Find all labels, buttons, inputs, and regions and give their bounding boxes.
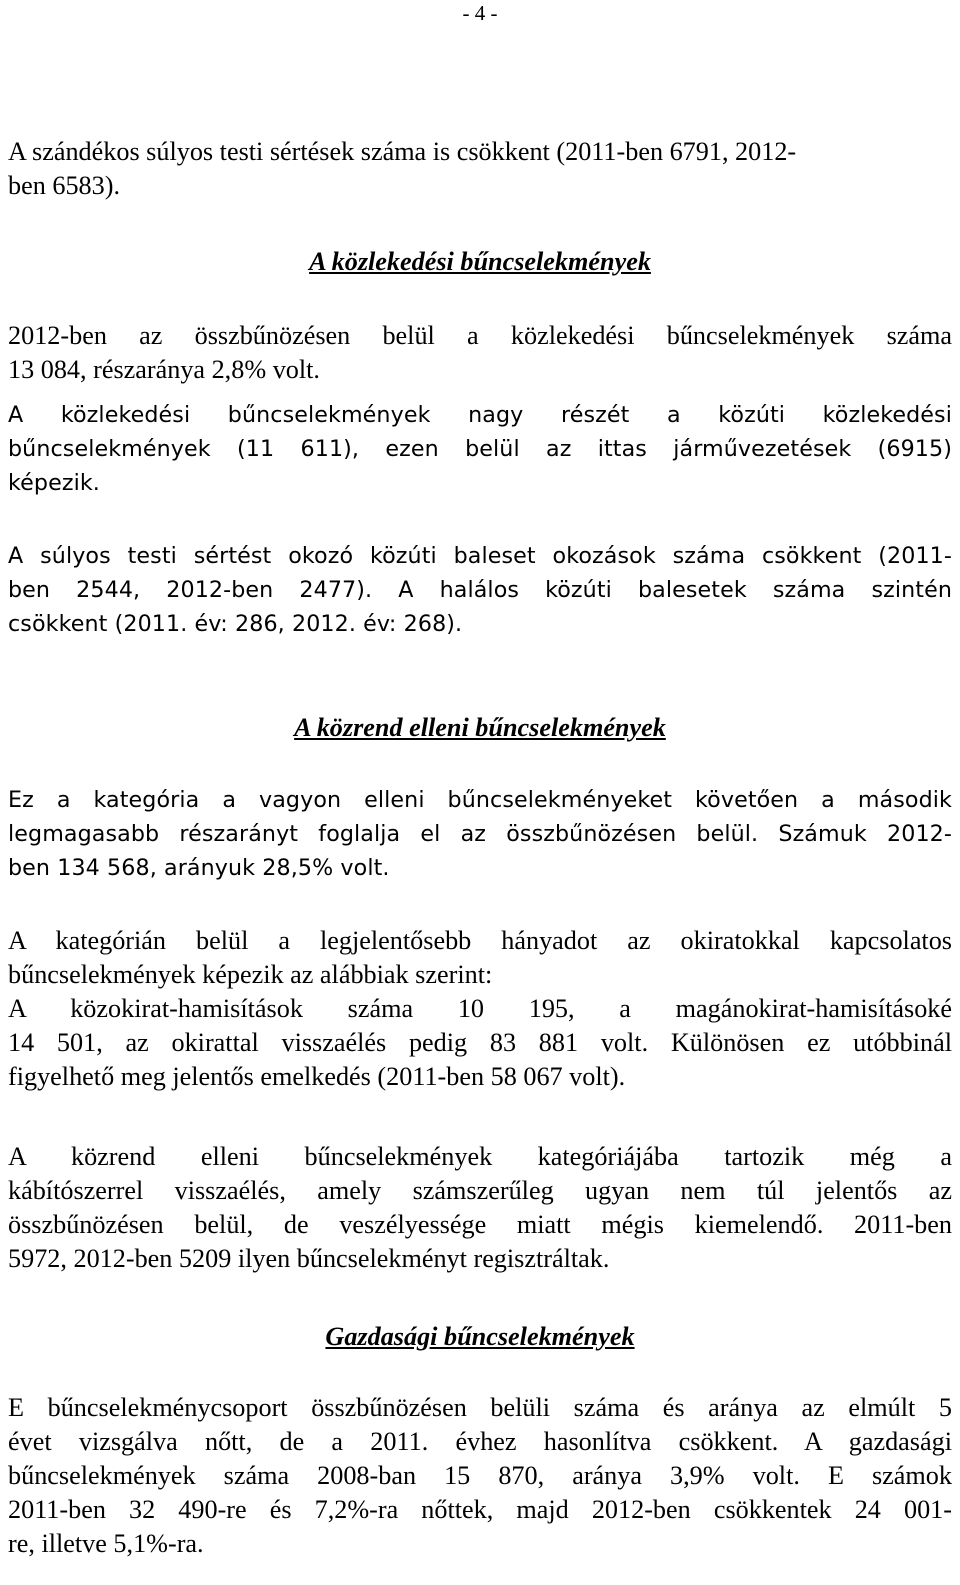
text-line: 5972, 2012-ben 5209 ilyen bűncselekményt regisztráltak. (8, 1244, 610, 1273)
paragraph-road-accidents (8, 539, 952, 641)
text-line: ben 134 568, arányuk 28,5% volt. (8, 855, 390, 881)
paragraph-road-traffic (8, 398, 952, 500)
text-line: 13 084, részaránya 2,8% volt. (8, 355, 320, 384)
paragraph-drug-abuse (8, 1140, 952, 1276)
paragraph-public-order-share (8, 783, 952, 885)
text-line: re, illetve 5,1%-ra. (8, 1529, 204, 1558)
text-line: A kategórián belül a legjelentősebb hányadot az okiratokkal kapcsolatos (8, 926, 952, 955)
text-line: 14 501, az okirattal visszaélés pedig 83 881 volt. Különösen ez utóbbinál (8, 1028, 952, 1057)
heading-traffic-crimes: A közlekedési bűncselekmények (309, 247, 651, 276)
heading-public-order-crimes: A közrend elleni bűncselekmények (294, 713, 666, 742)
text-line: összbűnözésen belül, de veszélyessége miatt mégis kiemelendő. 2011-ben (8, 1210, 952, 1239)
text-line: A szándékos súlyos testi sértések száma is csökkent (2011-ben 6791, 2012- (8, 137, 797, 166)
paragraph-traffic-share (8, 319, 952, 387)
text-line: csökkent (2011. év: 286, 2012. év: 268). (8, 611, 463, 637)
paragraph-economic-crimes (8, 1391, 952, 1561)
text-line: Ez a kategória a vagyon elleni bűncselekményeket követően a második (8, 787, 952, 813)
page-number: - 4 - (462, 1, 498, 25)
text-line: ben 2544, 2012-ben 2477). A halálos közúti balesetek száma szintén (8, 577, 952, 603)
text-line: A közrend elleni bűncselekmények kategóriájába tartozik még a (8, 1142, 952, 1171)
paragraph-aggravated-assault (8, 135, 952, 203)
text-line: kábítószerrel visszaélés, amely számszerűleg ugyan nem túl jelentős az (8, 1176, 952, 1205)
heading-economic-crimes: Gazdasági bűncselekmények (325, 1322, 635, 1351)
text-line: A súlyos testi sértést okozó közúti baleset okozások száma csökkent (2011- (8, 543, 952, 569)
text-line: képezik. (8, 470, 100, 496)
text-line: A közokirat-hamisítások száma 10 195, a magánokirat-hamisításoké (8, 994, 952, 1023)
text-line: 2011-ben 32 490-re és 7,2%-ra nőttek, majd 2012-ben csökkentek 24 001- (8, 1495, 952, 1524)
text-line: bűncselekmények száma 2008-ban 15 870, aránya 3,9% volt. E számok (8, 1461, 952, 1490)
text-line: bűncselekmények (11 611), ezen belül az ittas járművezetések (6915) (8, 436, 952, 462)
text-line: legmagasabb részarányt foglalja el az összbűnözésen belül. Számuk 2012- (8, 821, 952, 847)
text-line: 2012-ben az összbűnözésen belül a közlekedési bűncselekmények száma (8, 321, 952, 350)
text-line: figyelhető meg jelentős emelkedés (2011-ben 58 067 volt). (8, 1062, 626, 1091)
text-line: E bűncselekménycsoport összbűnözésen belüli száma és aránya az elmúlt 5 (8, 1393, 952, 1422)
text-line: A közlekedési bűncselekmények nagy részét a közúti közlekedési (8, 402, 952, 428)
text-line: évet vizsgálva nőtt, de a 2011. évhez hasonlítva csökkent. A gazdasági (8, 1427, 952, 1456)
text-line: ben 6583). (8, 171, 121, 200)
paragraph-document-forgery (8, 924, 952, 1094)
text-line: bűncselekmények képezik az alábbiak szerint: (8, 960, 493, 989)
